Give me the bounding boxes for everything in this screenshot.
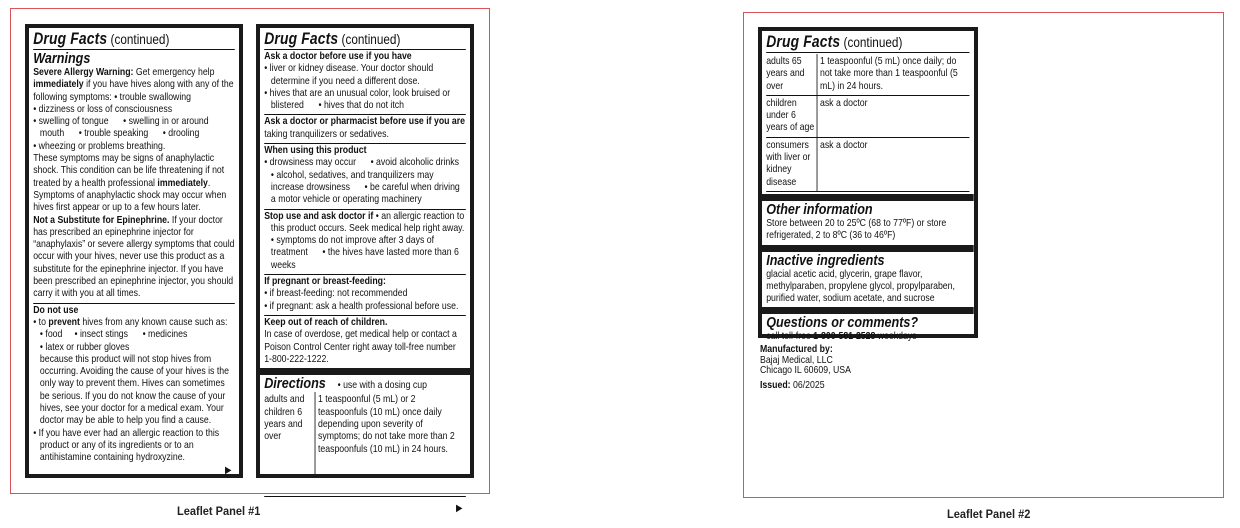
issued-label: Issued:: [760, 379, 791, 391]
section-subheading: If pregnant or breast-feeding:: [264, 276, 386, 288]
paragraph: [264, 88, 466, 113]
paragraph: [33, 329, 235, 341]
paragraph: [33, 342, 235, 354]
section: [766, 53, 970, 194]
section-subheading: Do not use: [33, 304, 79, 316]
section-heading: Other information: [766, 200, 873, 218]
section-heading: Warnings: [33, 50, 91, 67]
paragraph: [33, 67, 235, 104]
text-segment: • swelling of tongue • swelling in or around mouth • trouble speaking • drooling: [33, 116, 212, 140]
section: [762, 245, 974, 308]
paragraph: [33, 354, 235, 428]
paragraph: [766, 331, 970, 343]
section: [264, 209, 479, 274]
text-segment: • liver or kidney disease. Your doctor should determine if you need a different dose.: [264, 63, 436, 87]
continued-label: (continued): [338, 31, 401, 47]
paragraph: [264, 329, 466, 366]
directions-heading-row: [264, 376, 466, 392]
bold-text-segment: Severe Allergy Warning:: [33, 67, 134, 78]
paragraph: [264, 116, 466, 141]
text-segment: . Symptoms of anaphylactic shock may occur when hives first appear or up to a few hours later.: [33, 177, 229, 214]
paragraph: [33, 317, 235, 329]
continue-arrow-icon: ▶: [455, 502, 463, 514]
section-heading: Questions or comments?: [766, 314, 919, 332]
text-segment: weekdays: [875, 331, 917, 343]
text-segment: if you have hives along with any of the following symptoms: • trouble swallowing: [33, 79, 237, 103]
section: [264, 274, 466, 315]
paragraph: [766, 218, 970, 243]
manufacturer-label: Manufactured by:: [760, 344, 833, 355]
bold-text-segment: 1-800-581-2528: [813, 331, 876, 343]
text-segment: • to: [33, 316, 49, 328]
bold-text-segment: immediately: [157, 177, 208, 189]
section: [260, 368, 470, 517]
section: [264, 114, 466, 143]
dosage-group: children under 6 years of age: [766, 97, 815, 134]
section-subheading: When using this product: [264, 145, 367, 157]
text-segment: taking tranquilizers or sedatives.: [264, 116, 468, 140]
bold-text-segment: Stop use and ask doctor if: [264, 210, 374, 222]
drug-facts-title: [33, 28, 235, 50]
section: [264, 315, 466, 368]
paragraph: [33, 428, 235, 465]
dosage-table: [766, 54, 970, 192]
text-segment: because this product will not stop hives from occurring. Avoiding the cause of your hives is the only way to prevent them. Hives can sometimes be serious. If you do not know the cause of your hives, see your doctor for a medical exam. Your doctor may be able to help you find a cause.: [39, 353, 232, 427]
section: [33, 303, 235, 479]
leaflet-panel-2-caption: Leaflet Panel #2: [947, 507, 1031, 521]
text-segment: Store between 20 to 25ºC (68 to 77ºF) or store refrigerated, 2 to 8ºC (36 to 46ºF): [766, 217, 949, 242]
bold-text-segment: Not a Substitute for Epinephrine.: [33, 214, 170, 226]
dosage-instruction: 1 teaspoonful (5 mL) once daily; do not take more than 1 teaspoonful (5 mL) in 24 hours.: [817, 54, 970, 95]
manufacturer-name: Bajaj Medical, LLC: [760, 354, 833, 366]
directions-note: • use with a dosing cup: [337, 380, 428, 392]
text-segment: • drowsiness may occur • avoid alcoholic drinks • alcohol, sedatives, and tranquilizers may increase drowsiness • be careful when driving a motor vehicle or operating machinery: [264, 157, 474, 206]
drug-facts-panel-directions: [256, 24, 479, 514]
continued-label: (continued): [107, 31, 170, 47]
paragraph: [264, 63, 466, 88]
text-segment: • hives that are an unusual color, look bruised or blistered • hives that do not itch: [264, 87, 453, 112]
paragraph: [33, 153, 235, 214]
issued-date: 06/2025: [790, 379, 825, 391]
leaflet-panel-1-caption: Leaflet Panel #1: [177, 504, 261, 518]
drug-facts-panel-warnings: [25, 24, 243, 478]
section: [33, 50, 235, 303]
paragraph: [33, 141, 235, 153]
bold-text-segment: prevent: [48, 316, 80, 328]
text-segment: glacial acetic acid, glycerin, grape flavor, methylparaben, propylene glycol, propylparaben, purified water, sodium acetate, and sucrose: [766, 268, 958, 305]
paragraph: [264, 157, 474, 206]
text-segment: • wheezing or problems breathing.: [33, 140, 166, 152]
directions-heading: Directions: [264, 375, 326, 393]
paragraph: [264, 210, 479, 272]
text-segment: If your doctor has prescribed an epinephrine injector for “anaphylaxis” or severe allergy symptoms that could occur with your hives, never use this product as a substitute for the epinephrine injector. If you have been prescribed an epinephrine injector, you should carry it with you at all times.: [33, 214, 237, 300]
section-heading: Inactive ingredients: [766, 251, 885, 269]
text-segment: In case of overdose, get medical help or contact a Poison Control Center right away toll-free number 1-800-222-1222.: [264, 329, 460, 365]
dosage-group: consumers with liver or kidney disease: [766, 139, 811, 188]
dosage-table: [264, 392, 466, 496]
continue-arrow-icon: ▶: [224, 464, 232, 476]
paragraph: [33, 116, 235, 141]
text-segment: • an allergic reaction to this product occurs. Seek medical help right away. • symptoms do not improve after 3 days of treatment • the hives have lasted more than 6 weeks: [270, 210, 479, 271]
dosage-group: adults 65 years and over: [766, 56, 805, 92]
issued-line: [760, 381, 851, 392]
text-segment: call toll-free: [766, 331, 814, 343]
dosage-instruction: 1 teaspoonful (5 mL) or 2 teaspoonfuls (10 mL) once daily depending upon severity of symptoms; do not take more than 2 teaspoonfuls (10 mL) in 24 hours.: [315, 392, 466, 473]
text-segment: • latex or rubber gloves: [39, 341, 130, 353]
paragraph: [33, 215, 235, 301]
bold-text-segment: immediately: [33, 79, 84, 91]
drug-facts-panel-other-info: [758, 27, 978, 343]
section: [762, 307, 974, 345]
paragraph: [33, 104, 235, 116]
manufacturer-address: Chicago IL 60609, USA: [760, 365, 851, 376]
drug-facts-title: [264, 28, 466, 50]
drug-facts-heading: Drug Facts: [264, 30, 339, 48]
text-segment: Get emergency help: [133, 67, 217, 78]
section: [264, 143, 474, 208]
text-segment: • food • insect stings • medicines: [39, 329, 188, 341]
drug-facts-title: [766, 31, 970, 53]
dosage-instruction: ask a doctor: [817, 96, 970, 137]
text-segment: • dizziness or loss of consciousness: [33, 103, 173, 115]
section-subheading: Ask a doctor before use if you have: [264, 51, 412, 62]
paragraph: [766, 269, 970, 306]
manufacturer-info: [760, 345, 851, 391]
text-segment: These symptoms may be signs of anaphylactic shock. This condition can be life threatening if not treated by a health professional: [33, 153, 227, 189]
dosage-group: adults and children 6 years and over: [264, 394, 305, 443]
text-segment: • If you have ever had an allergic reaction to this product or any of its ingredients or to an antihistamine containing hydroxyzine.: [33, 427, 222, 464]
drug-facts-heading: Drug Facts: [766, 33, 841, 51]
drug-facts-heading: Drug Facts: [33, 30, 108, 48]
text-segment: • if breast-feeding: not recommended: [264, 288, 408, 300]
text-segment: hives from any known cause such as:: [79, 316, 228, 328]
continued-label: (continued): [840, 34, 903, 50]
dosage-instruction: ask a doctor: [817, 138, 970, 191]
paragraph: [264, 288, 466, 300]
paragraph: [264, 301, 466, 313]
section: [264, 50, 466, 114]
section-subheading: Keep out of reach of children.: [264, 316, 388, 328]
text-segment: • if pregnant: ask a health professional before use.: [264, 300, 459, 312]
section: [762, 194, 974, 245]
bold-text-segment: Ask a doctor or pharmacist before use if you are: [264, 116, 466, 128]
